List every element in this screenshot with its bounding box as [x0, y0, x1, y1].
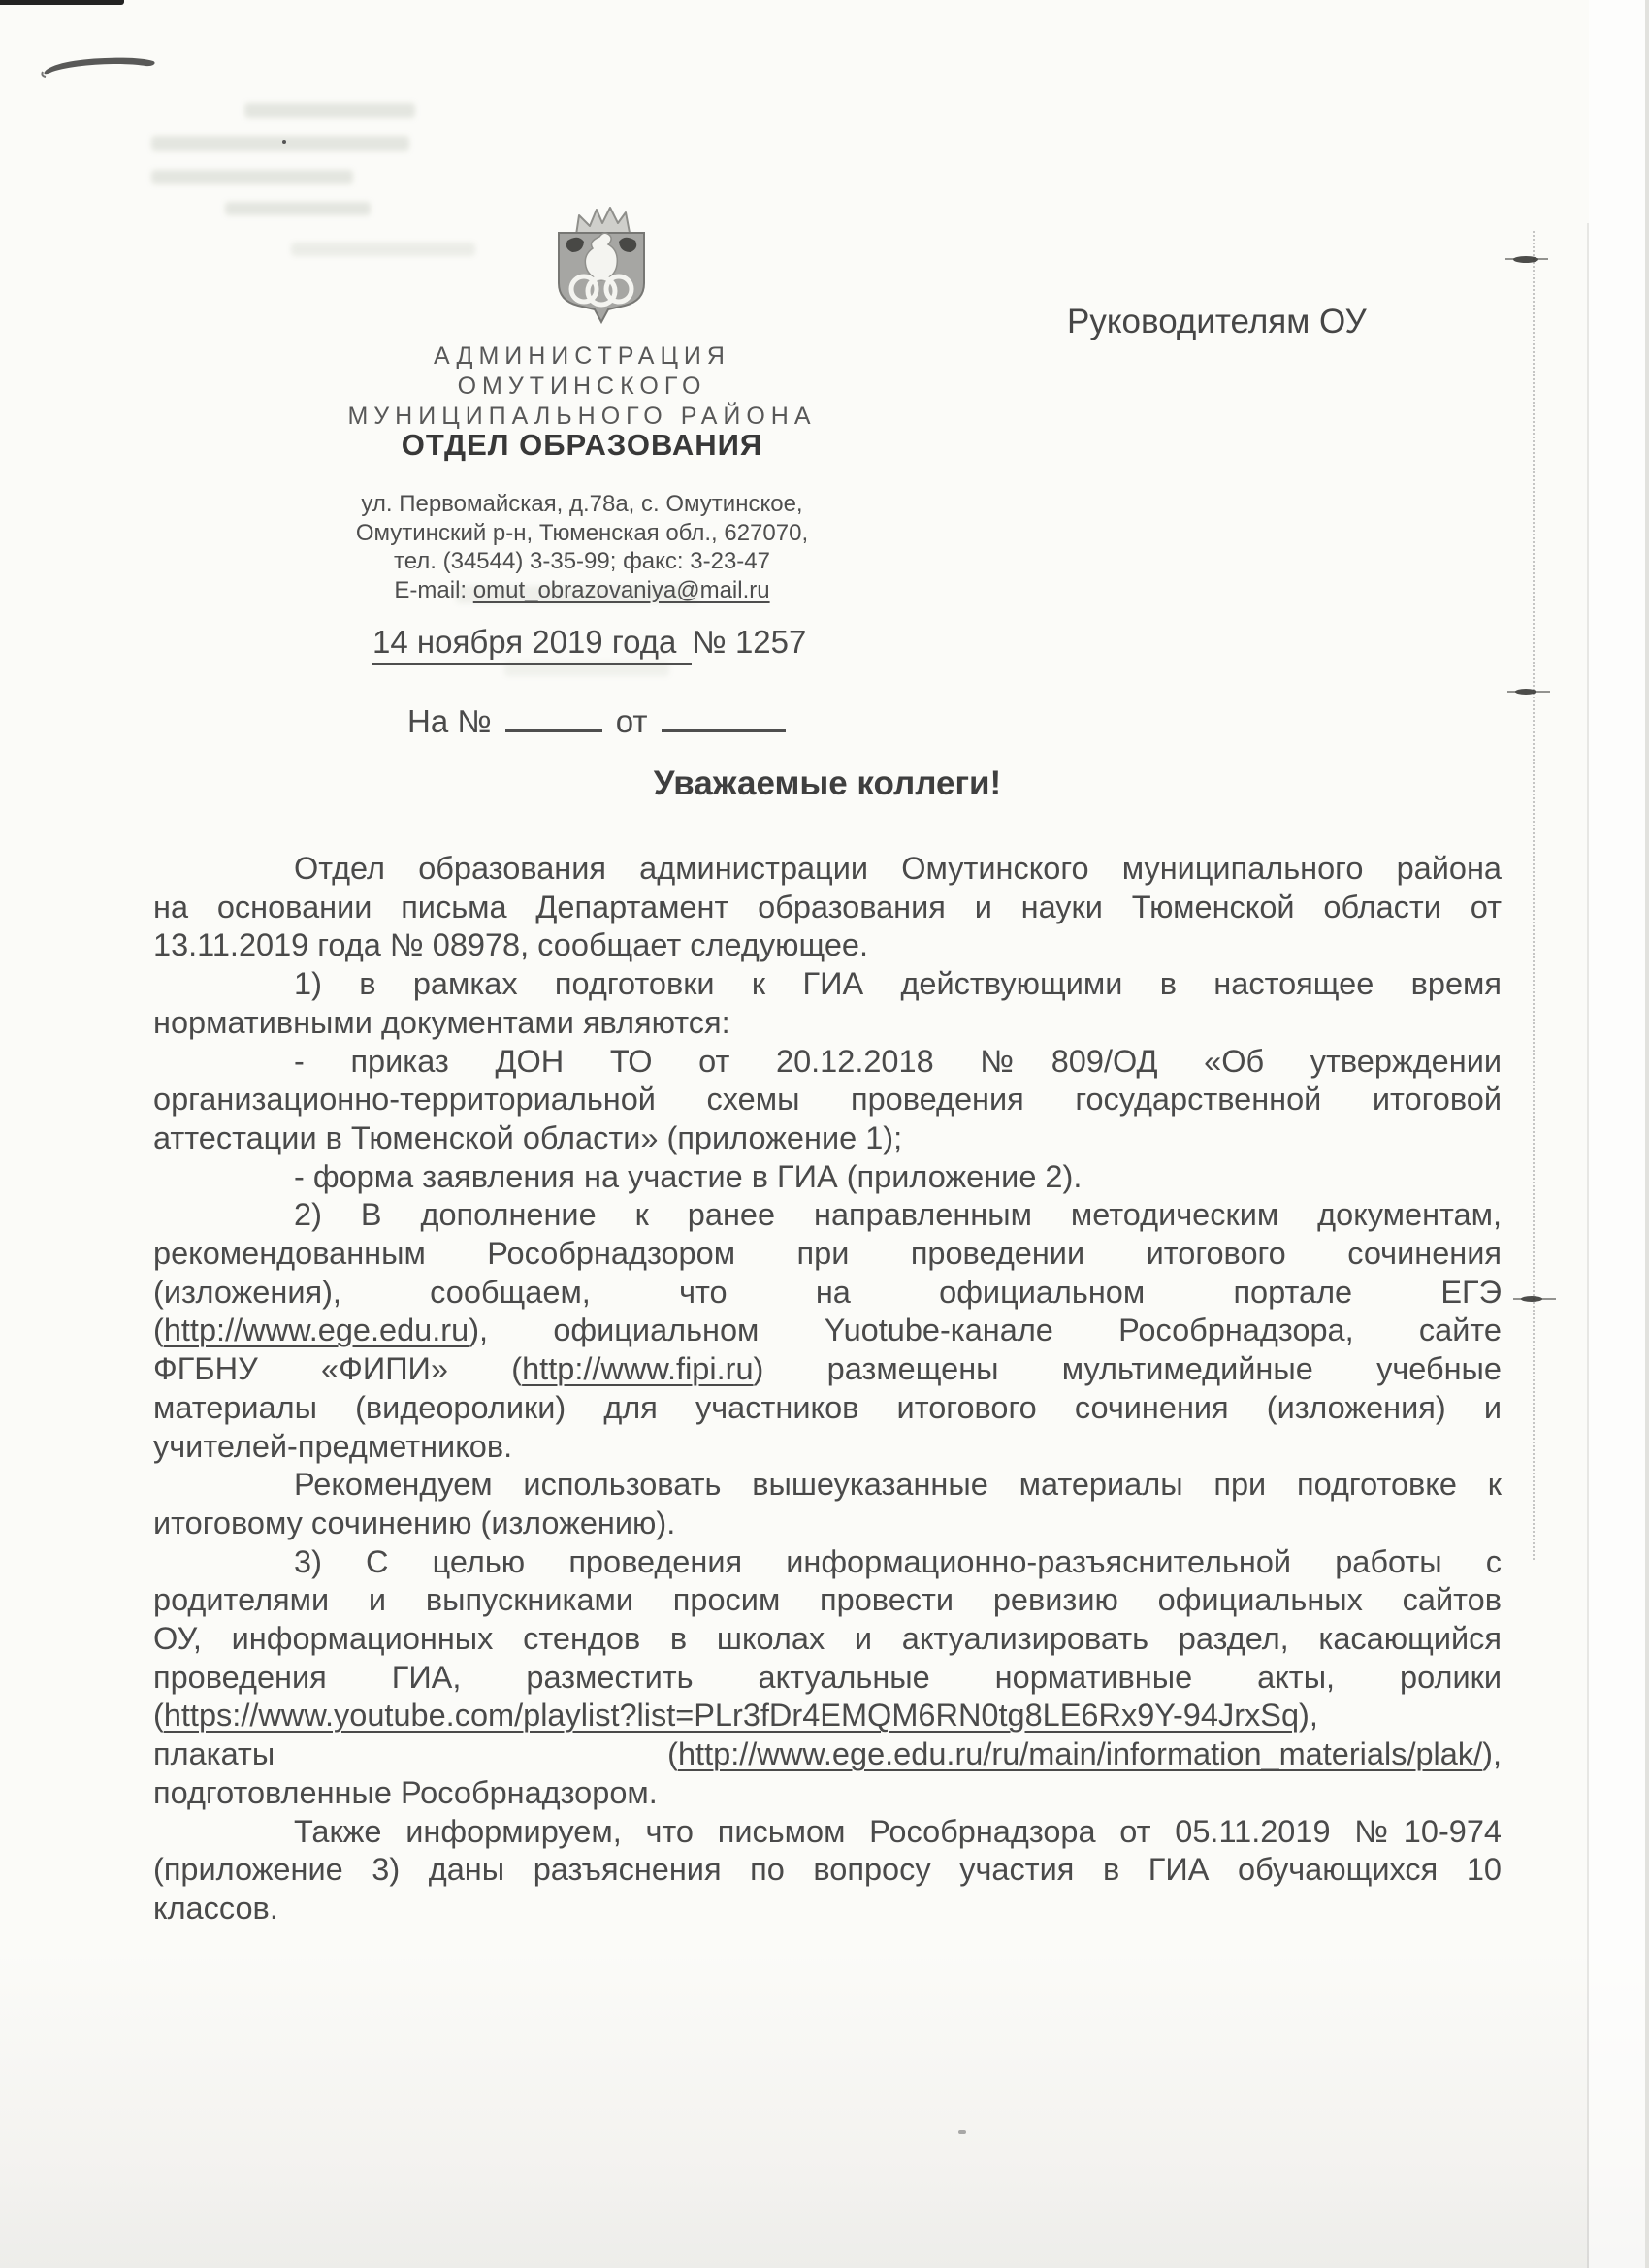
email-address: omut_obrazovaniya@mail.ru: [472, 576, 770, 603]
text-run: материалы (видеоролики) для участников итогового сочинения (изложения) и: [153, 1389, 1502, 1425]
email-line: [291, 576, 873, 605]
body-line: [153, 1081, 1502, 1119]
text-run: (приложение 3) даны разъяснения по вопросу участия в ГИА обучающихся 10: [153, 1852, 1502, 1888]
body-line: [153, 1043, 1502, 1082]
organization-name-line: ОМУТИНСКОГО: [457, 373, 707, 400]
body-line: [153, 850, 1502, 889]
text-run: итоговому сочинению (изложению).: [153, 1505, 676, 1540]
body-line: [153, 1813, 1502, 1852]
email-label: E-mail:: [394, 576, 468, 603]
text-run: - приказ ДОН ТО от 20.12.2018 №809/ОД «Об утверждении: [294, 1043, 1502, 1079]
text-run: 13.11.2019 года № 08978, сообщает следующее.: [153, 927, 868, 963]
body-line: [153, 1851, 1502, 1890]
phone-fax-line: тел. (34544) 3-35-99; факс: 3-23-47: [394, 548, 770, 574]
ink-speck: [1513, 256, 1538, 263]
body-line: [153, 926, 1502, 965]
url-text: http://www.ege.edu.ru/ru/main/information_materials/plak/: [677, 1736, 1483, 1772]
text-run: проведения ГИА, разместить актуальные нормативные акты, ролики: [153, 1659, 1502, 1695]
body-line: [153, 1735, 1502, 1774]
text-run: (: [667, 1736, 678, 1772]
coat-of-arms-icon: [535, 204, 667, 324]
department-name: ОТДЕЛ ОБРАЗОВАНИЯ: [401, 428, 763, 462]
text-run: ),: [1299, 1698, 1318, 1733]
body-line: [153, 1620, 1502, 1659]
text-run: учителей-предметников.: [153, 1428, 513, 1464]
body-line: [153, 1428, 1502, 1467]
body-line: [153, 1312, 1502, 1350]
text-run: плакаты: [153, 1736, 668, 1772]
body-line: [153, 1774, 1502, 1813]
body-line: [153, 1659, 1502, 1698]
text-run: классов.: [153, 1890, 278, 1926]
scan-edge-band: [1589, 0, 1649, 2268]
url-text: http://www.ege.edu.ru: [163, 1312, 469, 1348]
letter-number: № 1257: [692, 624, 807, 660]
text-run: (: [153, 1698, 164, 1733]
text-run: родителями и выпускниками просим провести ревизию официальных сайтов: [153, 1582, 1502, 1618]
scan-edge-artifact: [0, 0, 124, 5]
body-line: [153, 1004, 1502, 1043]
text-run: (изложения), сообщаем, что на официальном портале ЕГЭ: [153, 1274, 1502, 1310]
body-line: [153, 1466, 1502, 1505]
pen-stroke-artifact: [37, 50, 163, 83]
bleed-through-artifact: [244, 103, 415, 118]
ink-speck: [1515, 689, 1536, 695]
body-line: [153, 1119, 1502, 1158]
text-run: ОУ, информационных стендов в школах и актуализировать раздел, касающийся: [153, 1621, 1502, 1657]
text-run: аттестации в Тюменской области» (приложение 1);: [153, 1119, 903, 1155]
body-line: [153, 1505, 1502, 1543]
body-line: [153, 1158, 1502, 1197]
body-line: [153, 1274, 1502, 1312]
text-run: ), официальном Yuotube-канале Рособрнадзора, сайте: [469, 1312, 1502, 1348]
contact-block: [291, 490, 873, 604]
body-line: [153, 1350, 1502, 1389]
text-run: организационно-территориальной схемы проведения государственной итоговой: [153, 1082, 1502, 1118]
bleed-through-artifact: [291, 243, 475, 256]
reply-reference-line: [407, 700, 799, 740]
body-line: [153, 1890, 1502, 1928]
organization-name-line: АДМИНИСТРАЦИЯ: [434, 342, 730, 370]
scan-edge-shadow: [1645, 0, 1649, 2268]
text-run: ),: [1482, 1736, 1502, 1772]
text-run: ) размещены мультимедийные учебные: [753, 1351, 1502, 1387]
text-run: подготовленные Рособрнадзором.: [153, 1774, 658, 1810]
reply-prefix: На №: [407, 703, 492, 739]
text-run: 1) в рамках подготовки к ГИА действующими в настоящее время: [294, 966, 1502, 1002]
bleed-through-artifact: [225, 202, 371, 215]
scan-fold-line-artifact: [1533, 231, 1535, 1560]
body-line: [153, 889, 1502, 927]
bleed-through-artifact: [151, 136, 409, 151]
address-line: ул. Первомайская, д.78а, с. Омутинское,: [361, 491, 803, 517]
body-line: [153, 1389, 1502, 1428]
recipient-line: Руководителям ОУ: [1067, 303, 1367, 340]
body-line: [153, 965, 1502, 1004]
body-line: [153, 1581, 1502, 1620]
salutation: Уважаемые коллеги!: [653, 764, 1002, 802]
text-run: Отдел образования администрации Омутинского муниципального района: [294, 851, 1502, 886]
reply-from-label: от: [615, 703, 648, 739]
text-run: 2) В дополнение к ранее направленным методическим документам,: [294, 1197, 1502, 1233]
scan-edge-line: [1587, 223, 1589, 2268]
ink-speck: [1521, 1296, 1542, 1302]
url-text: http://www.fipi.ru: [522, 1351, 754, 1387]
bleed-through-artifact: [151, 170, 353, 184]
reply-date-blank: [662, 700, 786, 732]
text-run: на основании письма Департамент образования и науки Тюменской области от: [153, 889, 1502, 924]
date-number-line: [372, 624, 806, 661]
text-run: Рекомендуем использовать вышеуказанные материалы при подготовке к: [294, 1467, 1502, 1503]
ink-speck: [282, 140, 286, 144]
body-line: [153, 1543, 1502, 1582]
ink-speck: [958, 2130, 966, 2134]
body-line: [153, 1235, 1502, 1274]
address-line: Омутинский р-н, Тюменская обл., 627070,: [355, 519, 809, 546]
text-run: Также информируем, что письмом Рособрнадзора от 05.11.2019 №10-974: [294, 1813, 1502, 1849]
body-line: [153, 1697, 1502, 1735]
text-run: (: [153, 1312, 164, 1348]
text-run: рекомендованным Рособрнадзором при проведении итогового сочинения: [153, 1236, 1502, 1272]
url-text: https://www.youtube.com/playlist?list=PLr3fDr4EMQM6RN0tg8LE6Rx9Y-94JrxSq: [163, 1698, 1300, 1733]
text-run: - форма заявления на участие в ГИА (приложение 2).: [294, 1158, 1083, 1194]
text-run: нормативными документами являются:: [153, 1004, 730, 1040]
text-run: 3) С целью проведения информационно-разъяснительной работы с: [294, 1543, 1502, 1579]
body-line: [153, 1196, 1502, 1235]
organization-name: [291, 341, 873, 432]
letter-date: 14 ноября 2019 года: [372, 624, 692, 665]
reply-number-blank: [505, 700, 602, 732]
text-run: ФГБНУ «ФИПИ» (: [153, 1351, 523, 1387]
organization-name-line: МУНИЦИПАЛЬНОГО РАЙОНА: [347, 403, 817, 430]
letter-body: [153, 850, 1502, 1928]
